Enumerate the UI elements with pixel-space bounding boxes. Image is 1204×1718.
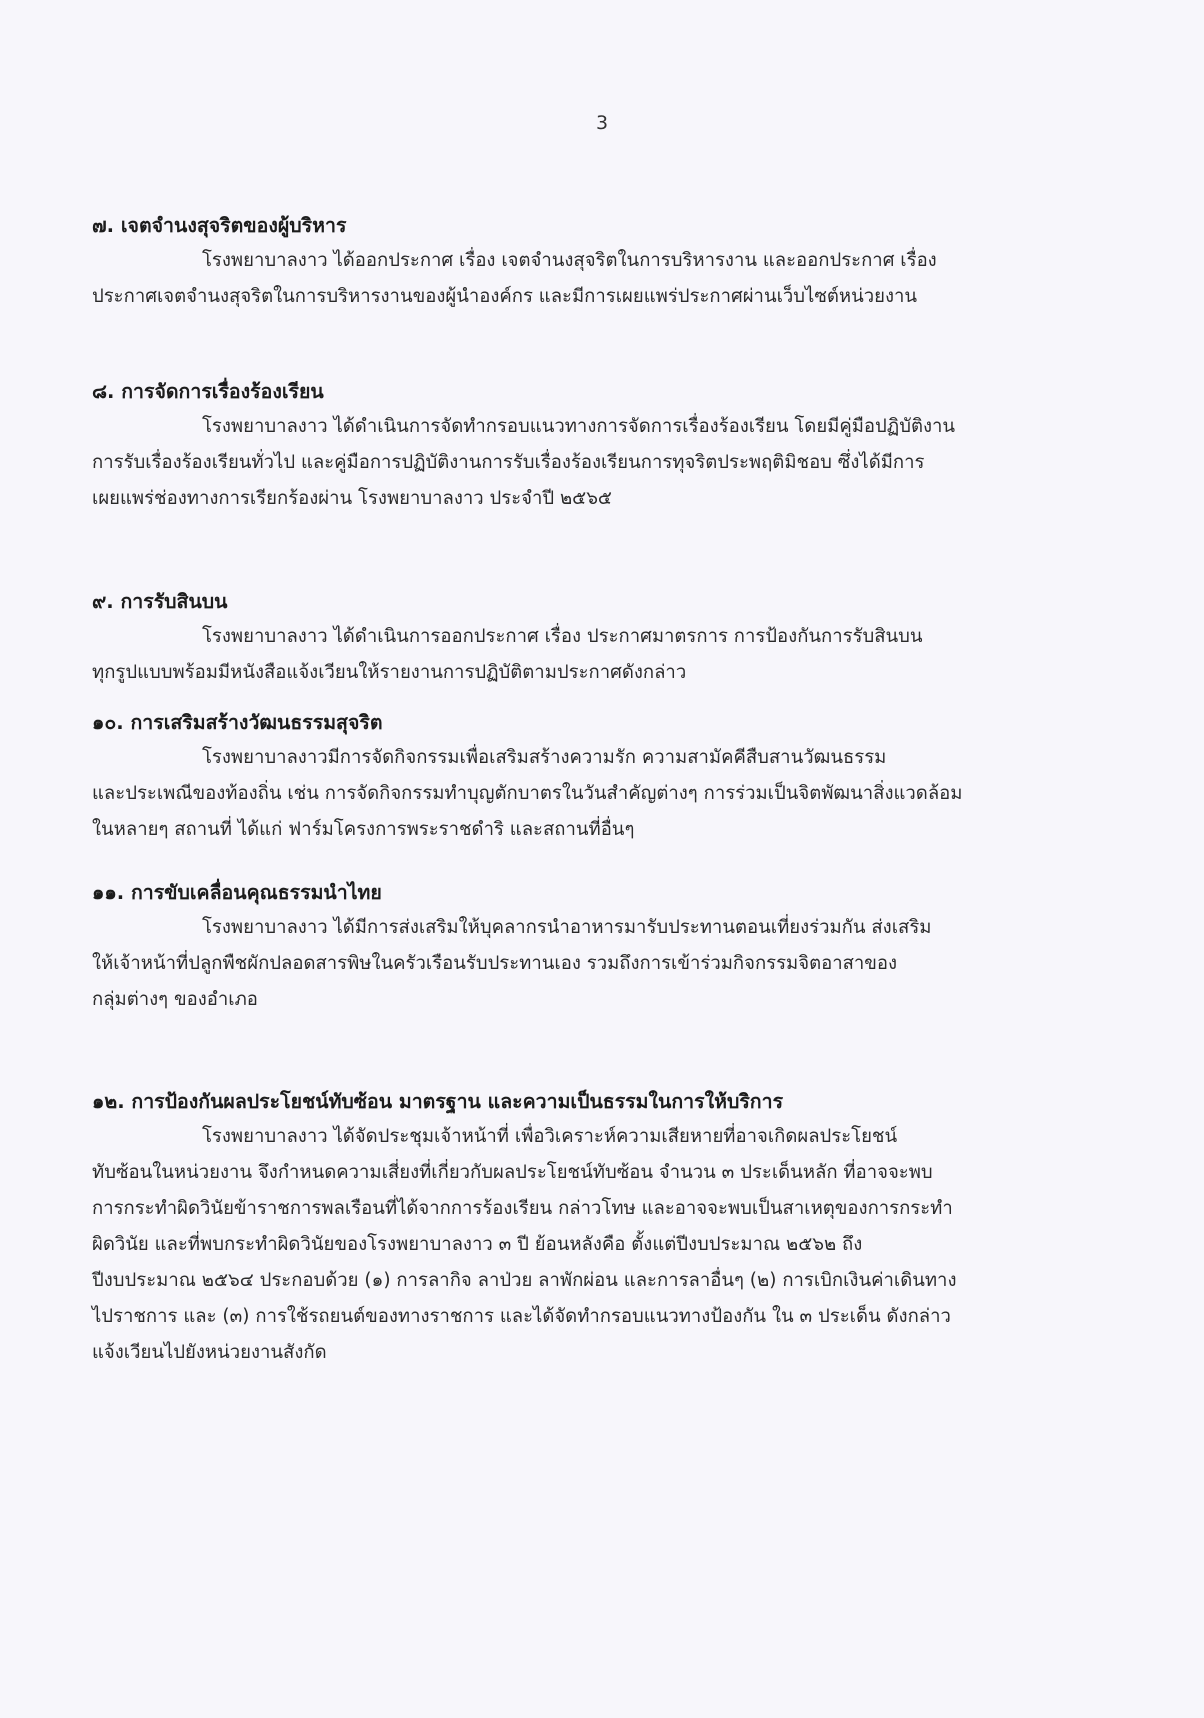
section-9: [92, 585, 1092, 691]
paragraph-line: แจ้งเวียนไปยังหน่วยงานสังกัด: [92, 1342, 327, 1363]
paragraph-line: โรงพยาบาลงาว ได้ดำเนินการออกประกาศ เรื่อง ประกาศมาตรการ การป้องกันการรับสินบน: [202, 626, 923, 647]
paragraph-line: โรงพยาบาลงาว ได้ออกประกาศ เรื่อง เจตจำนงสุจริตในการบริหารงาน และออกประกาศ เรื่อง: [202, 250, 937, 271]
paragraph-line: กลุ่มต่างๆ ของอำเภอ: [92, 989, 258, 1010]
paragraph-line: โรงพยาบาลงาว ได้ดำเนินการจัดทำกรอบแนวทางการจัดการเรื่องร้องเรียน โดยมีคู่มือปฏิบัติงาน: [202, 416, 956, 437]
section-8: [92, 375, 1092, 517]
section-12: [92, 1085, 1092, 1371]
paragraph-line: โรงพยาบาลงาวมีการจัดกิจกรรมเพื่อเสริมสร้างความรัก ความสามัคคีสืบสานวัฒนธรรม: [202, 747, 887, 768]
section-heading: ๑๑. การขับเคลื่อนคุณธรรมนำไทย: [92, 881, 382, 904]
paragraph-line: โรงพยาบาลงาว ได้จัดประชุมเจ้าหน้าที่ เพื่อวิเคราะห์ความเสียหายที่อาจเกิดผลประโยชน์: [202, 1126, 898, 1147]
paragraph-line: ทุกรูปแบบพร้อมมีหนังสือแจ้งเวียนให้รายงานการปฏิบัติตามประกาศดังกล่าว: [92, 662, 687, 683]
paragraph-line: เผยแพร่ช่องทางการเรียกร้องผ่าน โรงพยาบาลงาว ประจำปี ๒๕๖๕: [92, 488, 612, 509]
section-heading: ๑๒. การป้องกันผลประโยชน์ทับซ้อน มาตรฐาน และความเป็นธรรมในการให้บริการ: [92, 1090, 784, 1113]
section-11: [92, 876, 1092, 1018]
paragraph-line: และประเพณีของท้องถิ่น เช่น การจัดกิจกรรมทำบุญตักบาตรในวันสำคัญต่างๆ การร่วมเป็นจิตพัฒนาสิ่งแวดล้อม: [92, 783, 963, 804]
paragraph-line: ไปราชการ และ (๓) การใช้รถยนต์ของทางราชการ และได้จัดทำกรอบแนวทางป้องกัน ใน ๓ ประเด็น ดังกล่าว: [92, 1306, 951, 1327]
section-heading: ๙. การรับสินบน: [92, 590, 228, 613]
paragraph-line: ให้เจ้าหน้าที่ปลูกพืชผักปลอดสารพิษในครัวเรือนรับประทานเอง รวมถึงการเข้าร่วมกิจกรรมจิตอาสาของ: [92, 953, 898, 974]
section-heading: ๑๐. การเสริมสร้างวัฒนธรรมสุจริต: [92, 711, 383, 734]
paragraph-line: ผิดวินัย และที่พบกระทำผิดวินัยของโรงพยาบาลงาว ๓ ปี ย้อนหลังคือ ตั้งแต่ปีงบประมาณ ๒๕๖๒ ถึง: [92, 1234, 863, 1255]
paragraph-line: ประกาศเจตจำนงสุจริตในการบริหารงานของผู้นำองค์กร และมีการเผยแพร่ประกาศผ่านเว็บไซต์หน่วยงาน: [92, 286, 918, 307]
paragraph-line: ปีงบประมาณ ๒๕๖๔ ประกอบด้วย (๑) การลากิจ ลาป่วย ลาพักผ่อน และการลาอื่นๆ (๒) การเบิกเงินค่าเดินทาง: [92, 1270, 957, 1291]
page-number: 3: [595, 112, 609, 134]
section-7: [92, 209, 1092, 315]
paragraph-line: โรงพยาบาลงาว ได้มีการส่งเสริมให้บุคลากรนำอาหารมารับประทานตอนเที่ยงร่วมกัน ส่งเสริม: [202, 917, 932, 938]
paragraph-line: ทับซ้อนในหน่วยงาน จึงกำหนดความเสี่ยงที่เกี่ยวกับผลประโยชน์ทับซ้อน จำนวน ๓ ประเด็นหลัก ที่อาจจะพบ: [92, 1162, 933, 1183]
section-10: [92, 706, 1092, 848]
paragraph-line: การรับเรื่องร้องเรียนทั่วไป และคู่มือการปฏิบัติงานการรับเรื่องร้องเรียนการทุจริตประพฤติมิชอบ ซึ่งได้มีการ: [92, 452, 925, 473]
section-heading: ๘. การจัดการเรื่องร้องเรียน: [92, 380, 324, 403]
section-heading: ๗. เจตจำนงสุจริตของผู้บริหาร: [92, 214, 347, 237]
paragraph-line: การกระทำผิดวินัยข้าราชการพลเรือนที่ได้จากการร้องเรียน กล่าวโทษ และอาจจะพบเป็นสาเหตุของการกระทำ: [92, 1198, 953, 1219]
paragraph-line: ในหลายๆ สถานที่ ได้แก่ ฟาร์มโครงการพระราชดำริ และสถานที่อื่นๆ: [92, 819, 635, 840]
